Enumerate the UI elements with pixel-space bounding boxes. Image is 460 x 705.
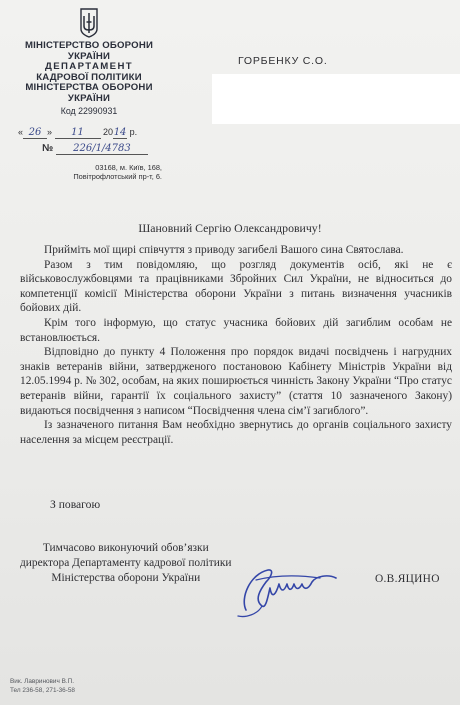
ministry-address (22, 163, 162, 182)
salutation: Шановний Сергію Олександровичу! (138, 221, 322, 235)
executor-info (10, 678, 75, 695)
signatory-name: О.В.ЯЦИНО (375, 573, 440, 585)
body-paragraph: Прийміть мої щирі співчуття з приводу загибелі Вашого сина Святослава. (44, 244, 404, 256)
address-line: Повітрофлотський пр-т, 6. (73, 172, 162, 182)
signatory-line: Міністерства оборони України (51, 572, 201, 584)
letterhead-line: УКРАЇНИ (67, 50, 111, 62)
body-paragraph: Разом з тим повідомляю, що розгляд документів осіб, які не є військовослужбовцями та працівниками Збройних Сил України, не відноситься до компетенції комісії Міністерства оборони України з питань визначення учасників бойових дій. (20, 258, 452, 315)
date-month: 11 (55, 127, 101, 139)
letterhead-line: КАДРОВОЇ ПОЛІТИКИ (36, 71, 142, 83)
recipient-name: ГОРБЕНКУ С.О. (238, 55, 328, 67)
letterhead-line: МІНІСТЕРСТВО ОБОРОНИ (24, 40, 154, 51)
letterhead-stamp (14, 8, 164, 117)
letter-number (42, 143, 148, 155)
date-day: 26 (23, 127, 47, 139)
number-label: № (42, 143, 54, 154)
executor-name: Вик. Лавринович В.П. (10, 678, 75, 685)
closing: З повагою (50, 498, 101, 511)
organization-code: Код 22990931 (60, 105, 118, 116)
trident-emblem-icon (79, 8, 99, 38)
letter-body (20, 243, 452, 447)
address-line: 03168, м. Київ, 168, (95, 163, 162, 172)
date-year-suffix: 14 (113, 127, 127, 138)
date-year-prefix: 20 (103, 127, 114, 137)
date-suffix: р. (129, 127, 138, 137)
handwritten-signature (232, 560, 342, 622)
signatory-line: директора Департаменту кадрової політики (20, 557, 232, 569)
letterhead-line: УКРАЇНИ (67, 92, 111, 104)
executor-phone: Тел 236-58, 271-36-58 (10, 686, 75, 694)
body-paragraph: Крім того інформую, що статус учасника бойових дій загиблим особам не встановлюється. (20, 316, 452, 344)
signatory-title (20, 541, 232, 586)
signatory-line: Тимчасово виконуючий обов’язки (42, 542, 209, 554)
body-paragraph: Із зазначеного питання Вам необхідно звернутись до органів соціального захисту населення за місцем реєстрації. (20, 419, 452, 446)
letterhead-line: МІНІСТЕРСТВА ОБОРОНИ (25, 82, 153, 94)
redacted-area (212, 74, 460, 124)
body-paragraph: Відповідно до пункту 4 Положення про порядок видачі посвідчень і нагрудних знаків ветеранів війни, затвердженого постановою Кабінету Міністрів України від 12.05.1994 р. № 302, особам, на яких поширюється чинність Закону України “Про статус ветеранів війни, гарантії їх соціального захисту” (стаття 10 зазначеного Закону) видаються посвідчення з написом “Посвідчення члена сім’ї загиблого”. (20, 346, 452, 417)
letter-date: « 26 » 11 2014 р. (18, 127, 138, 138)
number-value: 226/1/4783 (56, 143, 148, 155)
letterhead-line: ДЕПАРТАМЕНТ (44, 61, 134, 73)
